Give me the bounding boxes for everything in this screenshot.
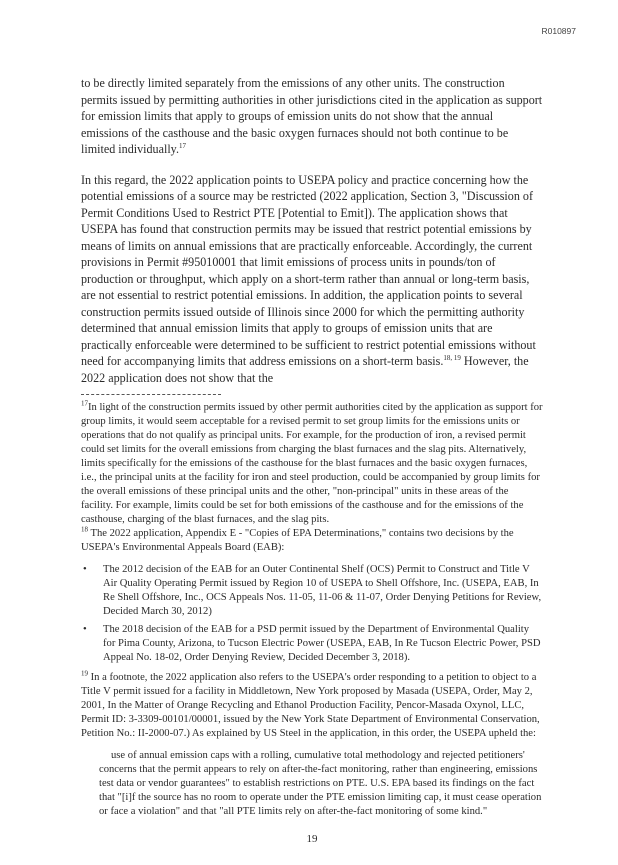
footnote-18	[81, 527, 543, 555]
paragraph-1	[81, 75, 543, 158]
footnote-19	[81, 671, 543, 741]
list-item-text: The 2012 decision of the EAB for an Outer Continental Shelf (OCS) Permit to Construct and Title V Air Quality Operating Permit issued by Region 10 of USEPA to Shell Offshore, Inc. (USEPA, EAB, In Re Shell Offshore, Inc., OCS Appeals Nos. 11-05, 11-06 & 11-07, Order Denying Petitions for Review, Decided March 30, 2012)	[103, 564, 542, 617]
list-item	[81, 563, 543, 619]
bates-number: R010897	[541, 26, 576, 36]
paragraph-text: to be directly limited separately from the emissions of any other units. The construction permits issued by permitting authorities in other jurisdictions cited in the application as support for emission limits that apply to groups of emission units do not show that the annual emissions of the casthouse and the basic oxygen furnaces should not both continue to be limited individually.	[81, 76, 543, 156]
footnote-text: In a footnote, the 2022 application also refers to the USEPA's order responding to a petition to object to a Title V permit issued for a facility in Middletown, New York proposed by Masada (USEPA, Order, May 2, 2001, In the Matter of Orange Recycling and Ethanol Production Facility, Pencor-Masada Oxynol, LLC, Permit ID: 3-3309-00101/00001, issued by the New York State Department of Environmental Conservation, Petition No.: II-2000-07.) As explained by US Steel in the application, in this order, the USEPA upheld the:	[81, 672, 540, 739]
paragraph-text-tail: However, the 2022 application does not show that the	[81, 354, 529, 385]
footnote-18-bullets	[81, 563, 543, 665]
footnotes	[81, 401, 543, 819]
footnote-17	[81, 401, 543, 527]
bullet-icon: •	[83, 564, 87, 575]
paragraph-2	[81, 172, 543, 387]
footnote-ref[interactable]: 18, 19	[443, 353, 461, 362]
footnote-ref[interactable]: 17	[178, 141, 186, 150]
footnote-number: 19	[81, 669, 88, 678]
footnote-number: 18	[81, 525, 88, 534]
block-quote: use of annual emission caps with a rolling, cumulative total methodology and rejected petitioners' concerns that the permit appears to rely on after-the-fact monitoring, rather than engineering, emissions test data or vendor guarantees" to establish restrictions on PTE. U.S. EPA based its findings on the fact that "[i]f the source has no room to operate under the PTE emission limiting cap, it must cease operation or face a violation" and that "all PTE limits rely on after-the-fact monitoring of some kind."	[99, 750, 542, 817]
bullet-icon: •	[83, 624, 87, 635]
footnote-text: The 2022 application, Appendix E - "Copies of EPA Determinations," contains two decisions by the USEPA's Environmental Appeals Board (EAB):	[81, 528, 514, 553]
paragraph-text: In this regard, the 2022 application points to USEPA policy and practice concerning how the potential emissions of a source may be restricted (2022 application, Section 3, "Discussion of Permit Conditions Used to Restrict PTE [Potential to Emit]). The application shows that USEPA has found that construction permits may be issued that restrict potential emissions by means of limits on annual emissions that are practically enforceable. Accordingly, the current provisions in Permit #95010001 that limit emissions of process units in pounds/ton of production or throughput, which apply on a short-term rather than annual or long-term basis, are not essential to restrict potential emissions. In addition, the application points to several construction permits issued outside of Illinois since 2000 for which the permitting authority determined that annual emission limits that apply to groups of emission units that are practically enforceable were determined to be sufficient to restrict potential emissions without need for accompanying limits that address emissions on a short-term basis.	[81, 172, 536, 368]
footnote-separator	[81, 394, 221, 395]
footnote-number: 17	[81, 399, 88, 408]
page-number: 19	[306, 833, 318, 845]
list-item	[81, 623, 543, 665]
footnote-text: In light of the construction permits issued by other permit authorities cited by the application as support for group limits, it would seem acceptable for a revised permit to set group limits for the emissions units or operations that do not qualify as principal units. For example, for the production of iron, a revised permit could set limits for the overall emissions from charging the blast furnaces and the slag pits. Alternatively, limits specifically for the emissions of the casthouse for the blast furnaces and the basic oxygen furnaces, i.e., the principal units at the facility for iron and steel production, could be accompanied by group limits for the overall emissions of these principal units and the other, "non-principal" units in these areas of the facility. For example, limits could be set for both emissions of the casthouse and for the emissions of the casthouse, charging of the blast furnaces, and the slag pits.	[81, 402, 543, 525]
list-item-text: The 2018 decision of the EAB for a PSD permit issued by the Department of Environmental Quality for Pima County, Arizona, to Tucson Electric Power (USEPA, EAB, In Re Tucson Electric Power, PSD Appeal No. 18-02, Order Denying Review, Decided December 3, 2018).	[103, 624, 541, 663]
